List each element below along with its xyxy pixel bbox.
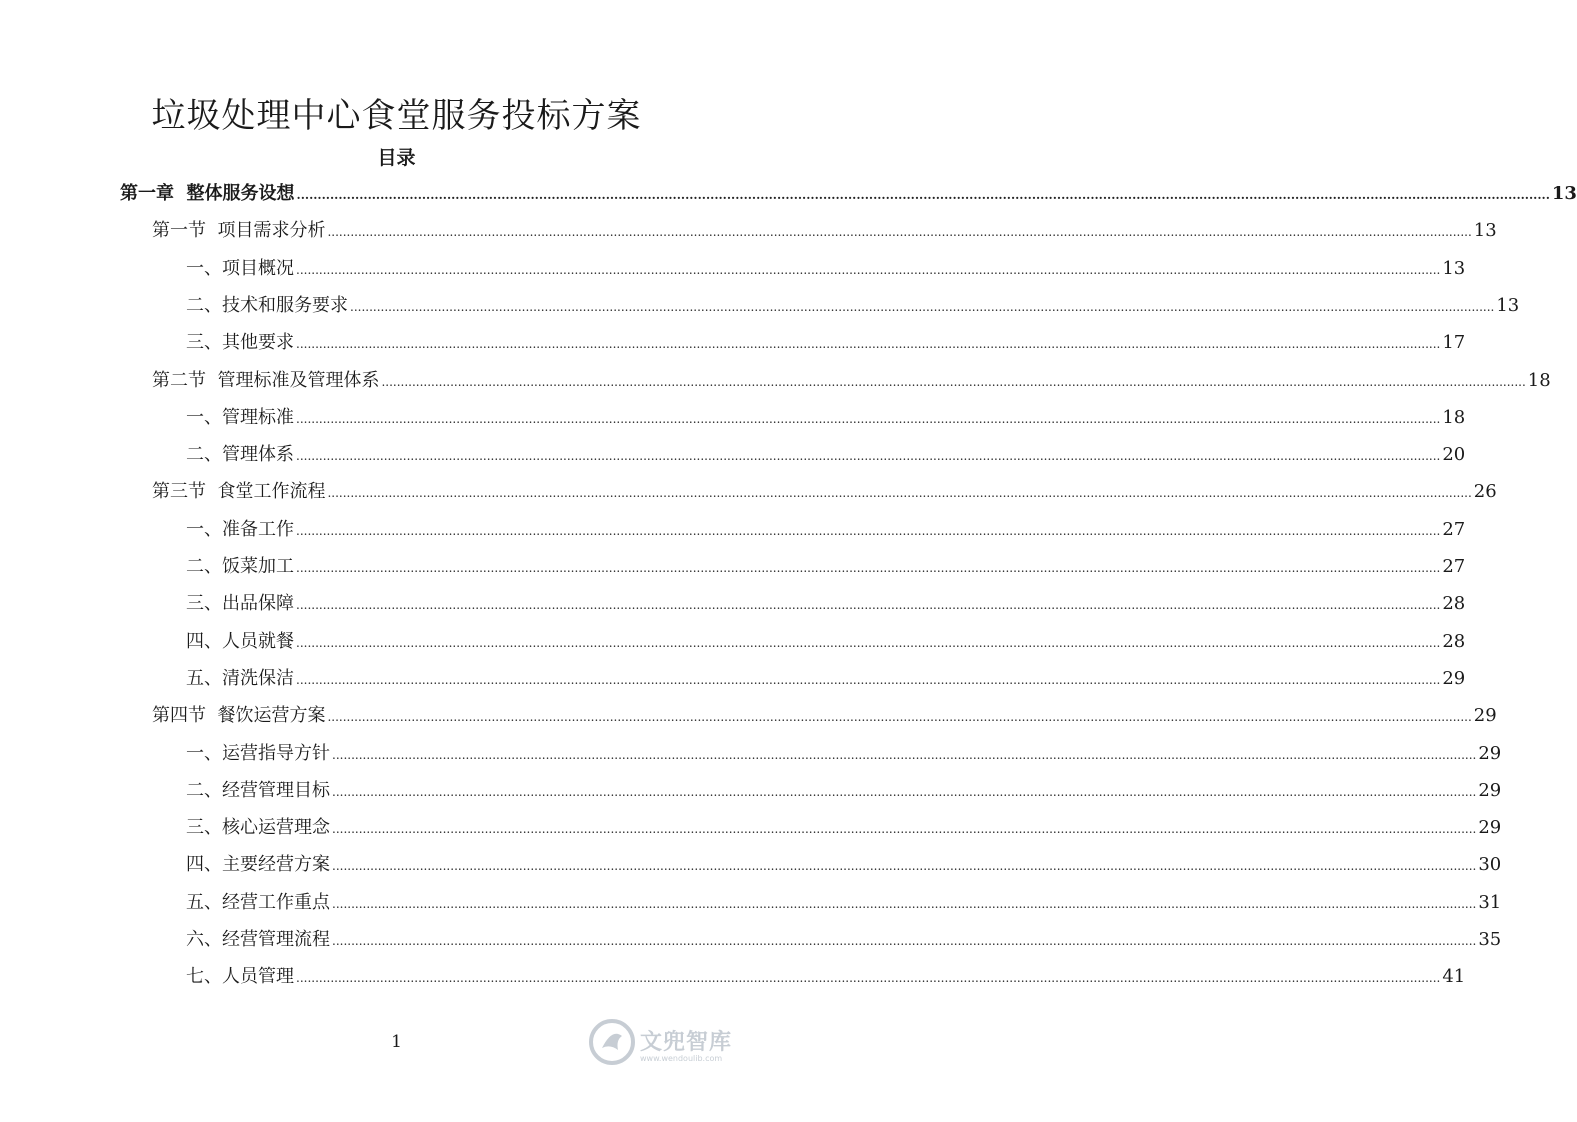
toc-entry-label: 五、经营工作重点: [186, 892, 330, 913]
page-title: 垃圾处理中心食堂服务投标方案: [151, 96, 642, 136]
toc-dot-leader: ............................................................................................................................................................................................................................................................................................................: [350, 300, 1495, 314]
toc-entry-label: 第三节 食堂工作流程: [152, 481, 326, 502]
toc-entry-page: 28: [1442, 593, 1466, 614]
toc-entry[interactable]: [186, 890, 1502, 916]
toc-entry-label: 四、主要经营方案: [186, 854, 330, 875]
toc-entry[interactable]: [152, 479, 1497, 505]
page-number: 1: [391, 1032, 402, 1052]
toc-entry[interactable]: [186, 330, 1466, 356]
toc-entry-label: 六、经营管理流程: [186, 929, 330, 950]
toc-entry-page: 29: [1473, 705, 1497, 726]
toc-dot-leader: ............................................................................................................................................................................................................................................................................................................: [327, 486, 1472, 500]
toc-entry-page: 17: [1442, 332, 1466, 353]
toc-entry[interactable]: [152, 703, 1497, 729]
toc-entry-page: 13: [1442, 258, 1466, 279]
toc-entry-page: 26: [1473, 481, 1497, 502]
toc-entry[interactable]: [186, 964, 1466, 990]
toc-entry[interactable]: [186, 629, 1466, 655]
toc-dot-leader: ............................................................................................................................................................................................................................................................................................................: [381, 375, 1526, 389]
toc-entry-label: 第二节 管理标准及管理体系: [152, 370, 380, 391]
toc-dot-leader: ............................................................................................................................................................................................................................................................................................................: [296, 673, 1441, 687]
toc-dot-leader: ............................................................................................................................................................................................................................................................................................................: [296, 636, 1441, 650]
toc-entry-page: 13: [1473, 220, 1497, 241]
toc-entry-label: 第一章 整体服务设想: [120, 183, 295, 204]
toc-dot-leader: ............................................................................................................................................................................................................................................................................................................: [332, 822, 1477, 836]
toc-entry-label: 一、管理标准: [186, 407, 294, 428]
toc-entry-label: 三、其他要求: [186, 332, 294, 353]
toc-entry[interactable]: [186, 405, 1466, 431]
watermark-name: 文兜智库: [640, 1030, 733, 1055]
toc-entry-label: 一、项目概况: [186, 258, 294, 279]
toc-entry-page: 18: [1442, 407, 1466, 428]
toc-entry-label: 一、运营指导方针: [186, 743, 330, 764]
toc-entry-page: 13: [1551, 183, 1577, 204]
toc-entry-label: 四、人员就餐: [186, 631, 294, 652]
toc-entry-label: 二、技术和服务要求: [186, 295, 348, 316]
toc-dot-leader: ............................................................................................................................................................................................................................................................................................................: [296, 449, 1441, 463]
toc-entry-page: 18: [1527, 370, 1551, 391]
toc-dot-leader: ............................................................................................................................................................................................................................................................................................................: [327, 710, 1472, 724]
toc-entry-page: 29: [1478, 817, 1502, 838]
toc-entry-page: 28: [1442, 631, 1466, 652]
toc-entry-page: 41: [1442, 966, 1466, 987]
toc-entry-page: 29: [1442, 668, 1466, 689]
toc-entry-label: 第一节 项目需求分析: [152, 220, 326, 241]
toc-entry-label: 二、管理体系: [186, 444, 294, 465]
toc-dot-leader: ............................................................................................................................................................................................................................................................................................................: [296, 561, 1441, 575]
toc-entry-label: 七、人员管理: [186, 966, 294, 987]
toc-dot-leader: ............................................................................................................................................................................................................................................................................................................: [296, 263, 1441, 277]
toc-entry[interactable]: [186, 554, 1466, 580]
toc-dot-leader: ............................................................................................................................................................................................................................................................................................................: [296, 598, 1441, 612]
toc-entry[interactable]: [186, 442, 1466, 468]
toc-entry-page: 29: [1478, 780, 1502, 801]
toc-dot-leader: ............................................................................................................................................................................................................................................................................................................: [296, 971, 1441, 985]
watermark-url: www.wendoulib.com: [640, 1054, 723, 1063]
toc-entry-label: 三、核心运营理念: [186, 817, 330, 838]
toc-entry-page: 35: [1478, 929, 1502, 950]
toc-dot-leader: ............................................................................................................................................................................................................................................................................................................: [327, 225, 1472, 239]
toc-entry[interactable]: [186, 852, 1502, 878]
toc-entry-page: 29: [1478, 743, 1502, 764]
toc-entry-page: 30: [1478, 854, 1502, 875]
toc-entry[interactable]: [120, 181, 1577, 207]
toc-entry-label: 二、经营管理目标: [186, 780, 330, 801]
toc-entry-label: 五、清洗保洁: [186, 668, 294, 689]
wendou-logo-icon: [588, 1018, 636, 1070]
toc-dot-leader: ............................................................................................................................................................................................................................................................................................................: [296, 337, 1441, 351]
watermark: [588, 1018, 758, 1070]
toc-dot-leader: ............................................................................................................................................................................................................................................................................................................: [332, 859, 1477, 873]
toc-entry-label: 三、出品保障: [186, 593, 294, 614]
toc-dot-leader: ............................................................................................................................................................................................................................................................................................................: [296, 412, 1441, 426]
toc-dot-leader: ............................................................................................................................................................................................................................................................................................................: [296, 524, 1441, 538]
toc-entry[interactable]: [186, 741, 1502, 767]
toc-entry-label: 第四节 餐饮运营方案: [152, 705, 326, 726]
toc-entry-label: 二、饭菜加工: [186, 556, 294, 577]
toc-entry[interactable]: [152, 218, 1497, 244]
toc-entry-page: 27: [1442, 519, 1466, 540]
toc-entry[interactable]: [186, 256, 1466, 282]
toc-heading: 目录: [377, 147, 416, 169]
toc-entry[interactable]: [186, 517, 1466, 543]
toc-dot-leader: ............................................................................................................................................................................................................................................................................................................: [332, 934, 1477, 948]
toc-dot-leader: ............................................................................................................................................................................................................................................................................................................: [332, 785, 1477, 799]
toc-dot-leader: ............................................................................................................................................................................................................................................................................................................: [332, 897, 1477, 911]
toc-entry-page: 27: [1442, 556, 1466, 577]
toc-entry[interactable]: [186, 778, 1502, 804]
toc-entry[interactable]: [152, 368, 1551, 394]
toc-entry[interactable]: [186, 591, 1466, 617]
toc-entry[interactable]: [186, 666, 1466, 692]
toc-entry-page: 13: [1496, 295, 1520, 316]
toc-entry-page: 20: [1442, 444, 1466, 465]
toc-entry-label: 一、准备工作: [186, 519, 294, 540]
toc-entry[interactable]: [186, 927, 1502, 953]
toc-entry[interactable]: [186, 815, 1502, 841]
toc-entry[interactable]: [186, 293, 1520, 319]
toc-dot-leader: ............................................................................................................................................................................................................................................................................................................: [332, 748, 1477, 762]
toc-entry-page: 31: [1478, 892, 1502, 913]
toc-dot-leader: ............................................................................................................................................................................................................................................................................................................: [296, 188, 1550, 202]
